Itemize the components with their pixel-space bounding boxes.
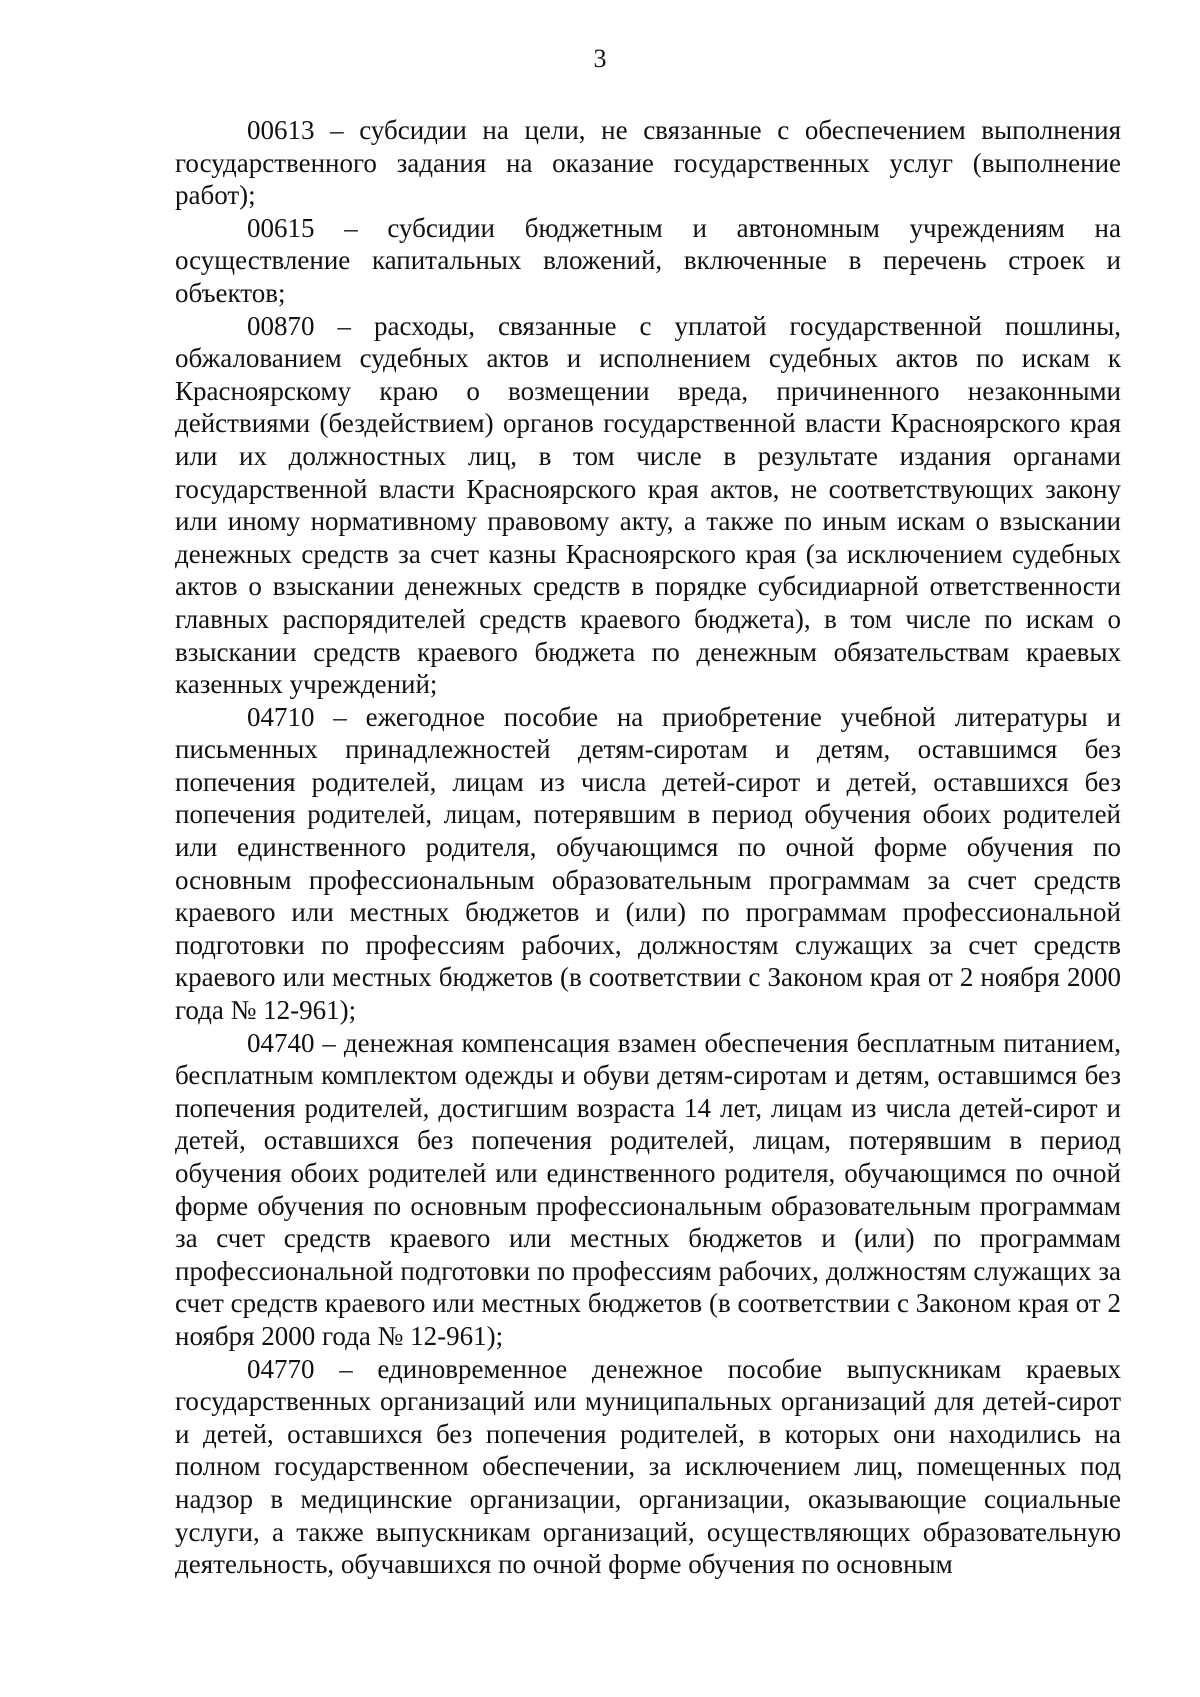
page-number: 3	[593, 44, 607, 73]
paragraph-00613: 00613 – субсидии на цели, не связанные с обеспечением выполнения государственного задания на оказание государственных услуг (выполнение работ);	[175, 115, 1121, 211]
paragraph-00870: 00870 – расходы, связанные с уплатой государственной пошлины, обжалованием судебных актов и исполнением судебных актов по искам к Красноярскому краю о возмещении вреда, причиненного незаконными действиями (бездействием) органов государственной власти Красноярского края или их должностных лиц, в том числе в результате издания органами государственной власти Красноярского края актов, не соответствующих закону или иному нормативному правовому акту, а также по иным искам о взыскании денежных средств за счет казны Красноярского края (за исключением судебных актов о взыскании денежных средств в порядке субсидиарной ответственности главных распорядителей средств краевого бюджета), в том числе по искам о взыскании средств краевого бюджета по денежным обязательствам краевых казенных учреждений;	[175, 310, 1121, 700]
paragraph-04740: 04740 – денежная компенсация взамен обеспечения бесплатным питанием, бесплатным комплектом одежды и обуви детям-сиротам и детям, оставшимся без попечения родителей, достигшим возраста 14 лет, лицам из числа детей-сирот и детей, оставшихся без попечения родителей, лицам, потерявшим в период обучения обоих родителей или единственного родителя, обучающимся по очной форме обучения по основным профессиональным образовательным программам за счет средств краевого или местных бюджетов и (или) по программам профессиональной подготовки по профессиям рабочих, должностям служащих за счет средств краевого или местных бюджетов (в соответствии с Законом края от 2 ноября 2000 года № 12-961);	[175, 1027, 1121, 1351]
paragraph-00615: 00615 – субсидии бюджетным и автономным учреждениям на осуществление капитальных вложений, включенные в перечень строек и объектов;	[175, 212, 1121, 308]
document-body	[175, 114, 1121, 1581]
paragraph-04770: 04770 – единовременное денежное пособие выпускникам краевых государственных организаций или муниципальных организаций для детей-сирот и детей, оставшихся без попечения родителей, в которых они находились на полном государственном обеспечении, за исключением лиц, помещенных под надзор в медицинские организации, организации, оказывающие социальные услуги, а также выпускникам организаций, осуществляющих образовательную деятельность, обучавшихся по очной форме обучения по основным	[175, 1353, 1121, 1580]
paragraph-04710: 04710 – ежегодное пособие на приобретение учебной литературы и письменных принадлежностей детям-сиротам и детям, оставшимся без попечения родителей, лицам из числа детей-сирот и детей, оставшихся без попечения родителей, лицам, потерявшим в период обучения обоих родителей или единственного родителя, обучающимся по очной форме обучения по основным профессиональным образовательным программам за счет средств краевого или местных бюджетов и (или) по программам профессиональной подготовки по профессиям рабочих, должностям служащих за счет средств краевого или местных бюджетов (в соответствии с Законом края от 2 ноября 2000 года № 12-961);	[175, 701, 1121, 1026]
